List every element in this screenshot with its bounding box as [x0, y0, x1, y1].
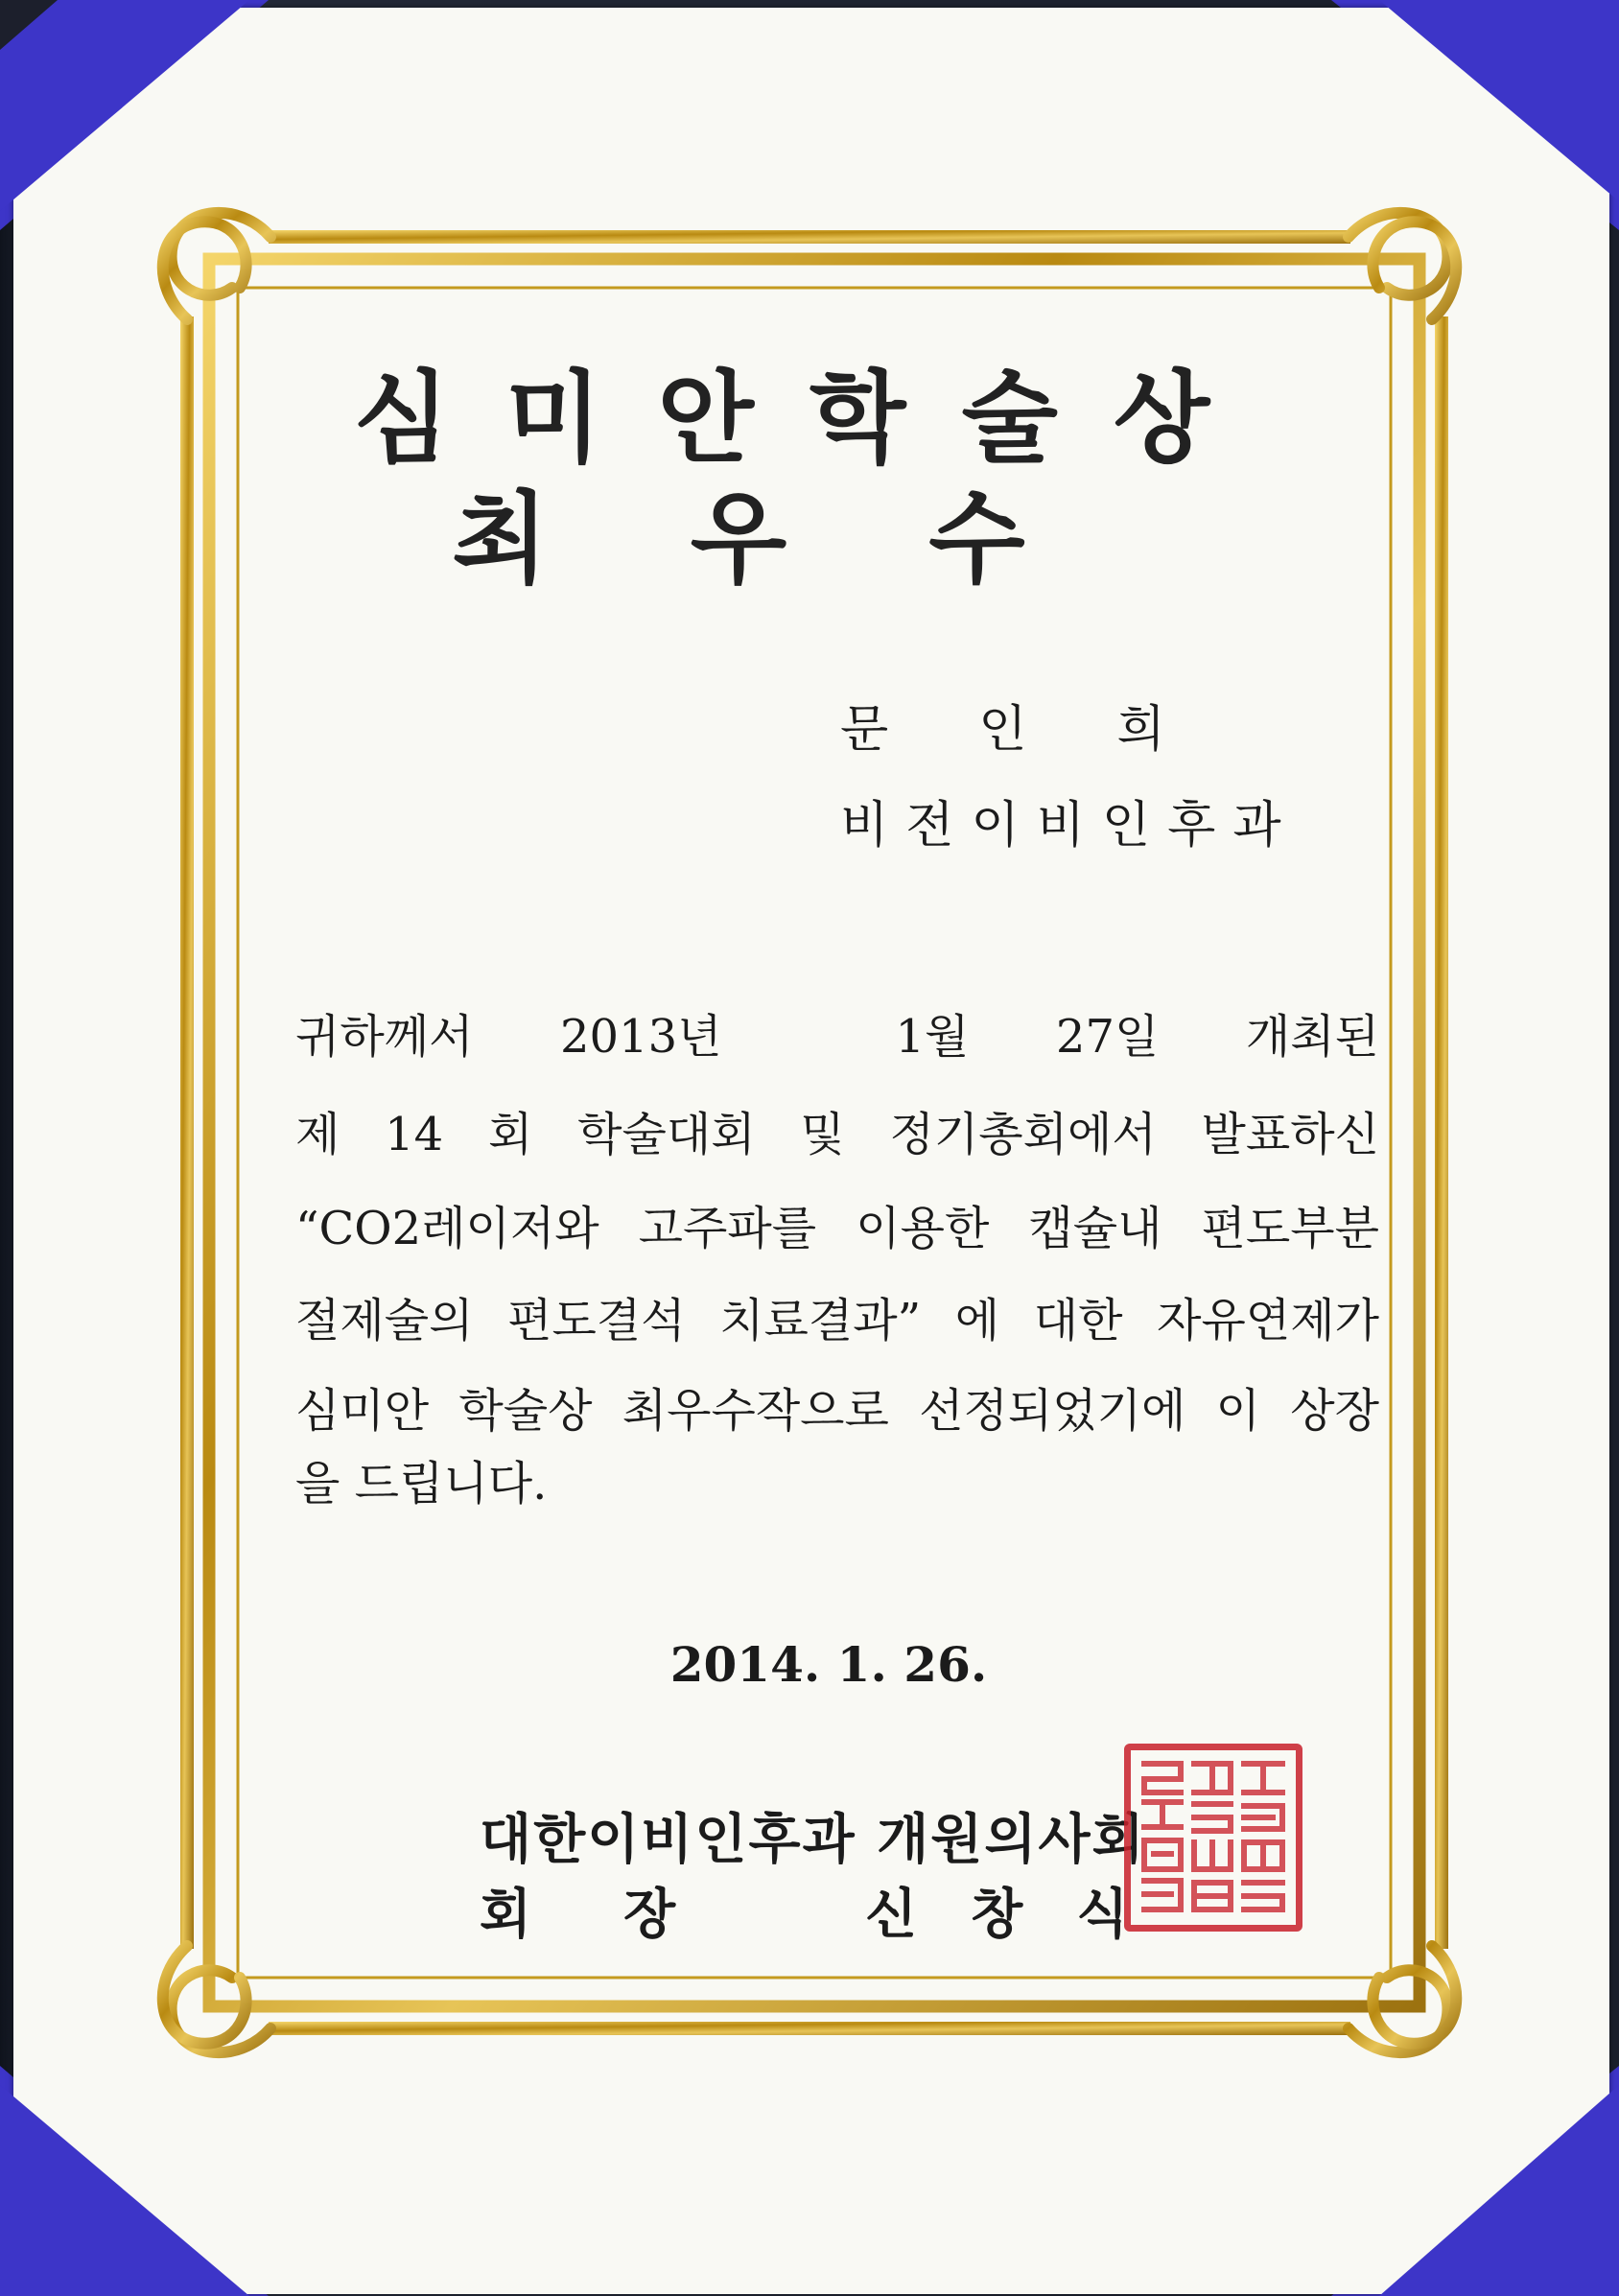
body-line: 을 드립니다.: [295, 1457, 548, 1511]
organization-name: 대한이비인후과 개원의사회: [480, 1809, 1146, 1871]
president-name: 신창식: [865, 1884, 1183, 1946]
body-line: 제 14 회 학술대회 및 정기총회에서 발표하신: [295, 1108, 1379, 1161]
official-seal: [1124, 1744, 1302, 1932]
recipient-department: 비전이비인후과: [840, 797, 1299, 855]
body-line: 귀하께서 2013년 1월 27일 개최된: [295, 1010, 1379, 1064]
body-line: “CO2레이저와 고주파를 이용한 캡슐내 편도부분: [295, 1202, 1379, 1255]
recipient-name: 문인희: [840, 701, 1255, 759]
certificate-title: 심미안학술상: [353, 360, 1266, 477]
body-line: 심미안 학술상 최우수작으로 선정되었기에 이 상장: [295, 1384, 1379, 1438]
issue-date: 2014. 1. 26.: [669, 1636, 988, 1693]
body-line: 절제술의 편도결석 치료결과” 에 대한 자유연제가: [295, 1294, 1379, 1347]
seal-glyphs: [1131, 1750, 1296, 1925]
president-title: 회장: [480, 1884, 768, 1946]
award-grade: 최우수: [452, 480, 1167, 597]
